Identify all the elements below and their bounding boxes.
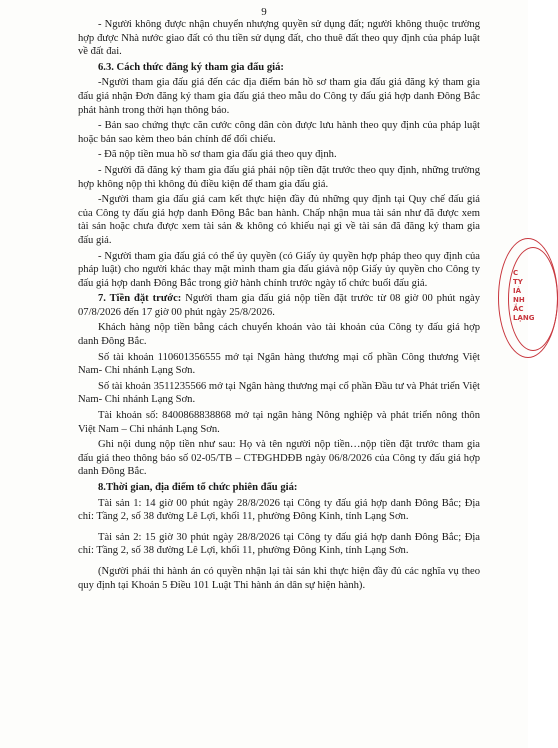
paragraph-fee-paid: - Đã nộp tiền mua hồ sơ tham gia đấu giá theo quy định.: [98, 149, 337, 161]
deposit-text: Người tham gia đấu giá nộp tiền đặt trước từ 08 giờ 00 phút ngày 07/8/2026 đến 17 giờ 00 phút ngày 25/8/2026.: [78, 293, 480, 318]
paragraph-account-agribank: Tài khoản số: 8400868838868 mở tại ngân hàng Nông nghiệp và phát triển nông thôn Việt Nam – Chi nhánh Lạng Sơn.: [78, 410, 480, 435]
paragraph-registration-form: -Người tham gia đấu giá đến các địa điểm bán hồ sơ tham gia đấu giá đăng ký tham gia đấu giá nhận Đơn đăng ký tham gia đấu giá theo mẫu do Công ty đấu giá hợp danh Đông Bắc phát hành trong thời hạn thông báo.: [78, 77, 480, 116]
seal-line: NH: [513, 296, 525, 304]
seal-line: ẮC: [513, 305, 524, 313]
document-body: [78, 18, 480, 594]
paragraph-judgment-note: (Người phải thi hành án có quyền nhận lại tài sản khi thực hiện đầy đủ các nghĩa vụ theo quy định tại Khoản 5 Điều 101 Luật Thi hành án dân sự hiện hành).: [78, 565, 480, 591]
paragraph-ineligible-persons: - Người không được nhận chuyển nhượng quyền sử dụng đất; người không thuộc trường hợp được Nhà nước giao đất có thu tiền sử dụng đất, cho thuê đất theo quy định của pháp luật về đất đai.: [78, 19, 480, 58]
paragraph-id-copy: - Bản sao chứng thực căn cước công dân còn được lưu hành theo quy định của pháp luật hoặc bản sao kèm theo bản chính để đối chiếu.: [78, 120, 480, 145]
seal-line: C: [513, 269, 519, 277]
paragraph-deposit-period: [78, 292, 480, 319]
paragraph-account-vietinbank: Số tài khoản 110601356555 mở tại Ngân hàng thương mại cổ phần Công thương Việt Nam- Chi nhánh Lạng Sơn.: [78, 351, 480, 377]
paragraph-authorization: - Người tham gia đấu giá có thể ủy quyền (có Giấy ủy quyền hợp pháp theo quy định của pháp luật) cho người khác thay mặt mình tham gia đấu giávà nộp Giấy ủy quyền cho Công ty đấu giá hợp danh Đông Bắc trong giờ hành chính trước ngày tổ chức buổi đấu giá.: [78, 250, 480, 289]
heading-registration-method: 6.3. Cách thức đăng ký tham gia đấu giá:: [98, 61, 284, 73]
paragraph-commitment: -Người tham gia đấu giá cam kết thực hiện đầy đủ những quy định tại Quy chế đấu giá của Công ty đấu giá hợp danh Đông Bắc ban hành. Chấp nhận mua tài sản như đã được xem tài sản hoặc chưa được xem tài sản & không có khiếu nại gì về tài sản đã đăng ký tham gia đấu giá.: [78, 194, 480, 246]
company-seal-stamp: [498, 238, 558, 358]
paragraph-transfer: Khách hàng nộp tiền bằng cách chuyển khoản vào tài khoản của Công ty đấu giá hợp danh Đông Bắc.: [78, 322, 480, 348]
heading-auction-time-place: 8.Thời gian, địa điểm tổ chức phiên đấu giá:: [98, 482, 298, 493]
paragraph-asset-1: Tài sản 1: 14 giờ 00 phút ngày 28/8/2026 tại Công ty đấu giá hợp danh Đông Bắc; Địa chỉ: Tầng 2, số 38 đường Lê Lợi, khối 11, phường Đông Kinh, tỉnh Lạng Sơn.: [78, 497, 480, 523]
paragraph-account-bidv: Số tài khoản 3511235566 mở tại Ngân hàng thương mại cổ phần Đầu tư và Phát triển Việt Nam- Chi nhánh Lạng Sơn.: [78, 380, 480, 406]
paragraph-asset-2: Tài sản 2: 15 giờ 30 phút ngày 28/8/2026 tại Công ty đấu giá hợp danh Đông Bắc; Địa chỉ: Tầng 2, số 38 đường Lê Lợi, khối 11, phường Đông Kinh, tỉnh Lạng Sơn.: [78, 531, 480, 557]
seal-inner-ring: [508, 247, 558, 351]
seal-line: TY: [513, 278, 523, 286]
paragraph-transfer-note: Ghi nội dung nộp tiền như sau: Họ và tên người nộp tiền…nộp tiền đặt trước tham gia đấu giá theo thông báo số 02-05/TB – CTĐGHDĐB ngày 06/8/2026 của Công ty đấu giá hợp danh Đông Bắc.: [78, 439, 480, 478]
page-number: 9: [261, 6, 267, 18]
deposit-heading: 7. Tiền đặt trước:: [98, 293, 182, 305]
seal-line: LẠNG: [513, 314, 535, 322]
paragraph-deposit-required: - Người đã đăng ký tham gia đấu giá phải nộp tiền đặt trước theo quy định, những trường hợp không nộp thì không đủ điều kiện để tham gia đấu giá.: [78, 164, 480, 190]
seal-line: IÁ: [513, 287, 522, 295]
